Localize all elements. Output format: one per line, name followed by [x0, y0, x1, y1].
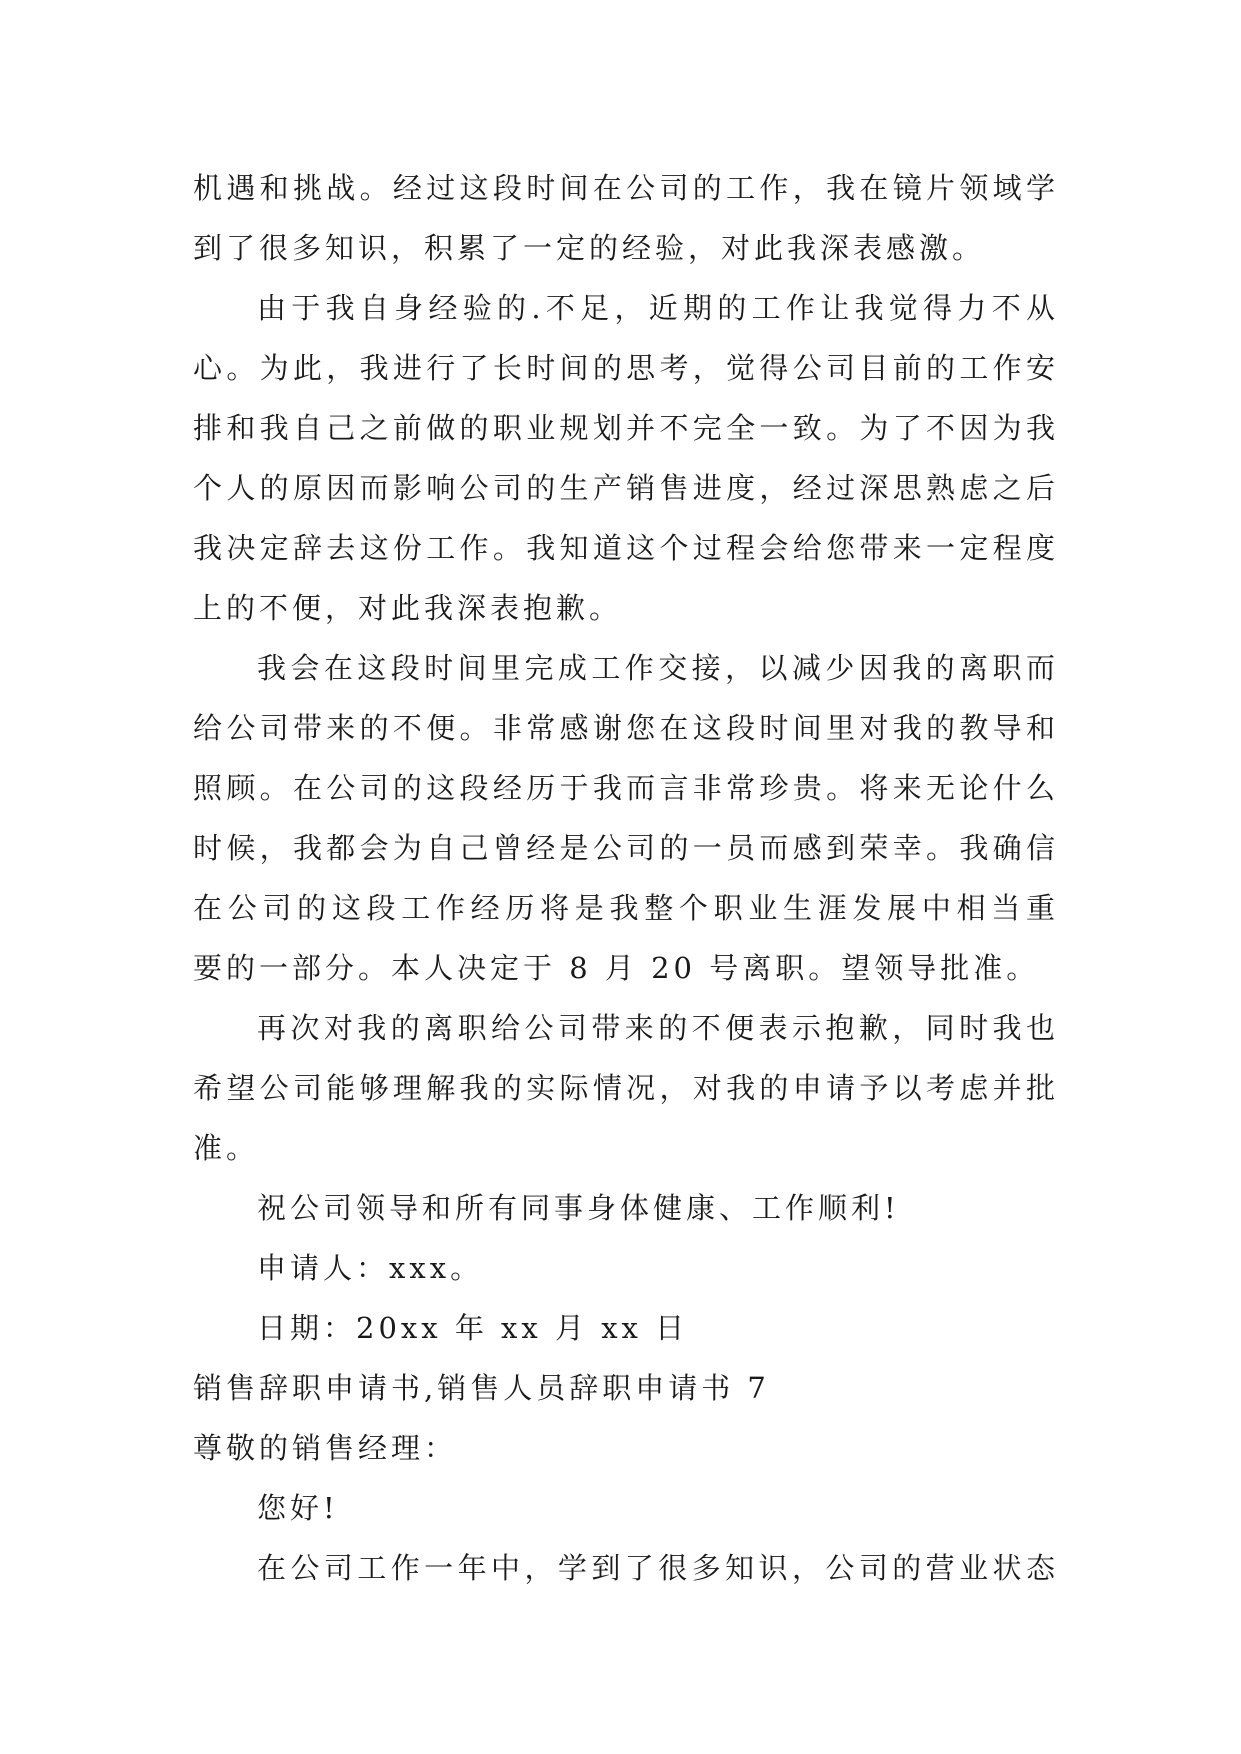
document-body	[193, 158, 1059, 1598]
text-line: 在公司的这段工作经历将是我整个职业生涯发展中相当重	[193, 891, 1059, 925]
text-line: 销售辞职申请书,销售人员辞职申请书 7	[193, 1371, 770, 1405]
text-line: 上的不便，对此我深表抱歉。	[193, 591, 623, 625]
text-line: 心。为此，我进行了长时间的思考，觉得公司目前的工作安	[193, 351, 1059, 385]
text-line: 要的一部分。本人决定于 8 月 20 号离职。望领导批准。	[193, 951, 1040, 985]
text-line: 尊敬的销售经理：	[193, 1431, 458, 1465]
text-line: 排和我自己之前做的职业规划并不完全一致。为了不因为我	[193, 411, 1059, 445]
text-line: 我会在这段时间里完成工作交接，以减少因我的离职而	[257, 651, 1059, 685]
text-line: 准。	[193, 1131, 260, 1165]
text-line: 由于我自身经验的.不足，近期的工作让我觉得力不从	[257, 291, 1059, 325]
text-line: 您好!	[257, 1491, 339, 1525]
text-line: 我决定辞去这份工作。我知道这个过程会给您带来一定程度	[193, 531, 1059, 565]
text-line: 在公司工作一年中，学到了很多知识，公司的营业状态	[257, 1551, 1059, 1585]
text-line: 机遇和挑战。经过这段时间在公司的工作，我在镜片领域学	[193, 171, 1059, 205]
text-line: 给公司带来的不便。非常感谢您在这段时间里对我的教导和	[193, 711, 1059, 745]
text-line: 日期：20xx 年 xx 月 xx 日	[257, 1311, 689, 1345]
text-line: 到了很多知识，积累了一定的经验，对此我深表感激。	[193, 231, 986, 265]
text-line: 个人的原因而影响公司的生产销售进度，经过深思熟虑之后	[193, 471, 1059, 505]
text-line: 再次对我的离职给公司带来的不便表示抱歉，同时我也	[257, 1011, 1059, 1045]
text-line: 申请人：xxx。	[257, 1251, 484, 1285]
text-line: 时候，我都会为自己曾经是公司的一员而感到荣幸。我确信	[193, 831, 1059, 865]
text-line: 祝公司领导和所有同事身体健康、工作顺利!	[257, 1191, 900, 1225]
text-line: 照顾。在公司的这段经历于我而言非常珍贵。将来无论什么	[193, 771, 1059, 805]
text-line: 希望公司能够理解我的实际情况，对我的申请予以考虑并批	[193, 1071, 1059, 1105]
